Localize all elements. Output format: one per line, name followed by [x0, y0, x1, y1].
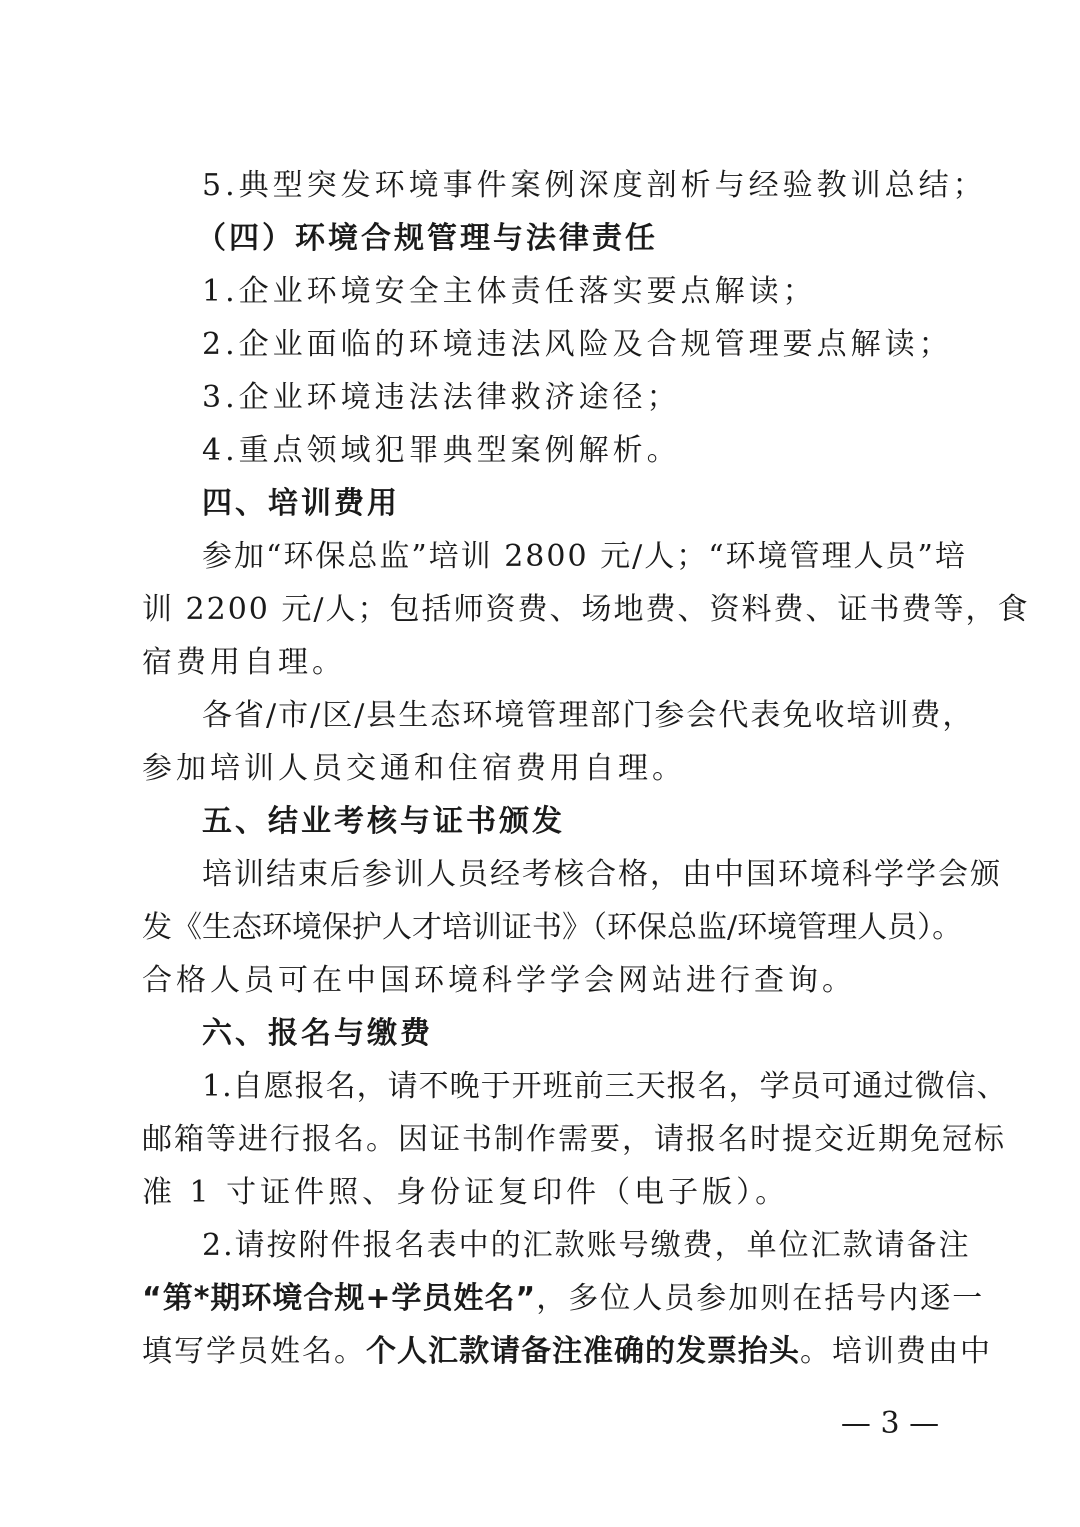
paragraph-line: 合格人员可在中国环境科学学会网站进行查询。	[142, 963, 856, 998]
paragraph-line: 参加培训人员交通和住宿费用自理。	[142, 751, 686, 786]
bold-remark-text: 个人汇款请备注准确的发票抬头	[366, 1334, 800, 1369]
subsection-heading: （四）环境合规管理与法律责任	[196, 221, 658, 256]
paragraph-line: 参加“环保总监”培训 2800 元/人；“环境管理人员”培	[202, 539, 967, 574]
list-item: 3.企业环境违法法律救济途径；	[202, 380, 681, 415]
paragraph-line	[142, 1332, 992, 1372]
section-heading: 四、培训费用	[202, 486, 400, 521]
paragraph-text: 填写学员姓名。	[142, 1334, 366, 1369]
paragraph-text: 。培训费由中	[800, 1334, 992, 1369]
list-item: 4.重点领域犯罪典型案例解析。	[202, 433, 681, 468]
paragraph-line: 邮箱等进行报名。因证书制作需要，请报名时提交近期免冠标	[142, 1122, 1006, 1157]
paragraph-line: 1.自愿报名，请不晚于开班前三天报名，学员可通过微信、	[202, 1069, 1008, 1104]
paragraph-line: 训 2200 元/人；包括师资费、场地费、资料费、证书费等，食	[142, 592, 1030, 627]
section-heading: 五、结业考核与证书颁发	[202, 804, 565, 839]
list-item: 5.典型突发环境事件案例深度剖析与经验教训总结；	[202, 168, 987, 203]
section-heading: 六、报名与缴费	[202, 1016, 433, 1051]
paragraph-line	[142, 1279, 985, 1319]
list-item: 2.企业面临的环境违法风险及合规管理要点解读；	[202, 327, 953, 362]
paragraph-line: 发《生态环境保护人才培训证书》（环保总监/环境管理人员）。	[142, 910, 963, 945]
paragraph-line: 2.请按附件报名表中的汇款账号缴费，单位汇款请备注	[202, 1228, 971, 1263]
paragraph-line: 宿费用自理。	[142, 645, 346, 680]
bold-remark-text: “第*期环境合规+学员姓名”	[142, 1281, 537, 1316]
paragraph-text: ，多位人员参加则在括号内逐一	[536, 1281, 985, 1316]
page-number: — 3 —	[840, 1406, 940, 1441]
paragraph-line: 准 1 寸证件照、身份证复印件（电子版）。	[142, 1175, 790, 1210]
paragraph-line: 各省/市/区/县生态环境管理部门参会代表免收培训费，	[202, 698, 975, 733]
list-item: 1.企业环境安全主体责任落实要点解读；	[202, 274, 817, 309]
paragraph-line: 培训结束后参训人员经考核合格，由中国环境科学学会颁	[202, 857, 1002, 892]
